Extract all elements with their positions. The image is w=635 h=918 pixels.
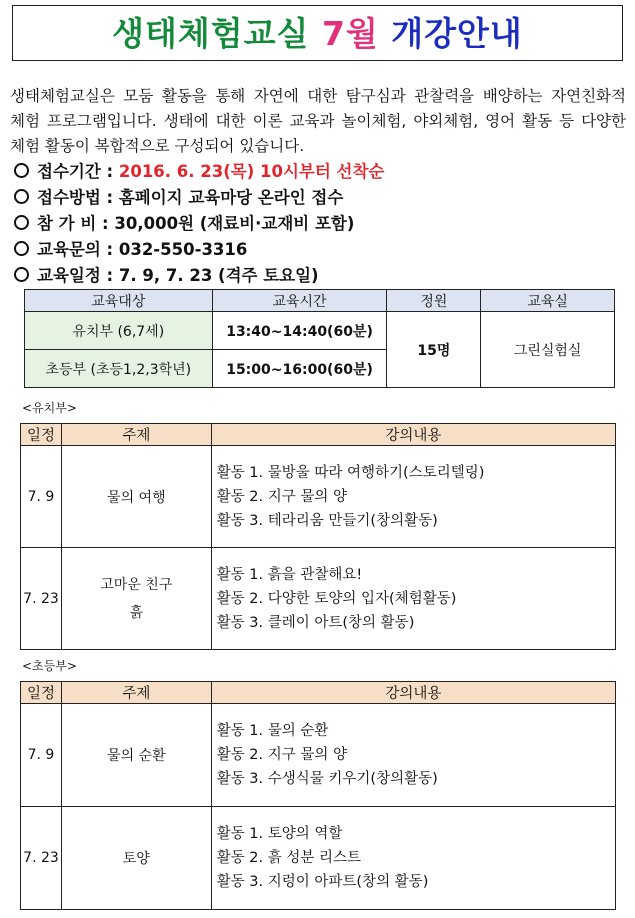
lecture-content (211, 548, 615, 650)
lecture-topic-line: 고마운 친구 (100, 576, 173, 593)
info-item-fee (14, 211, 614, 237)
info-label: 교육문의 : (37, 240, 114, 259)
kinder-table (20, 423, 616, 650)
summary-header-target: 교육대상 (25, 290, 213, 312)
lecture-topic-line: 흙 (129, 604, 144, 621)
info-value: 7. 9, 7. 23 (격주 토요일) (118, 266, 319, 285)
page-title (13, 6, 622, 62)
circle-bullet-icon (14, 215, 29, 230)
summary-header-capacity: 정원 (387, 290, 481, 312)
activity-item: 활동 2. 다양한 토양의 입자(체험활동) (216, 590, 457, 607)
section-label-elem: <초등부> (22, 659, 77, 673)
elem-header-content: 강의내용 (211, 682, 615, 704)
activity-item: 활동 1. 토양의 역할 (216, 826, 343, 842)
info-value: 032-550-3316 (118, 240, 248, 259)
info-value: 30,000원 (재료비·교재비 포함) (114, 214, 355, 233)
kinder-header-content: 강의내용 (211, 424, 615, 446)
kinder-header-topic: 주제 (61, 424, 211, 446)
activity-item: 활동 2. 흙 성분 리스트 (216, 850, 362, 866)
activity-item: 활동 1. 물의 순환 (216, 723, 329, 739)
activity-item: 활동 3. 테라리움 만들기(창의활동) (216, 512, 438, 529)
summary-target-elem: 초등부 (초등1,2,3학년) (25, 350, 213, 388)
kinder-header-date: 일정 (21, 424, 62, 446)
summary-table (24, 289, 615, 388)
section-label-kinder: <유치부> (22, 401, 77, 415)
summary-time-elem: 15:00~16:00(60분) (212, 350, 387, 388)
activity-item: 활동 3. 클레이 아트(창의 활동) (216, 614, 415, 631)
summary-time-kinder: 13:40~14:40(60분) (212, 312, 387, 350)
info-item-period (14, 159, 614, 185)
activity-item: 활동 3. 지렁이 아파트(창의 활동) (216, 874, 429, 890)
activity-item: 활동 1. 흙을 관찰해요! (216, 566, 363, 583)
lecture-topic (61, 446, 211, 548)
lecture-content (211, 807, 615, 910)
circle-bullet-icon (14, 163, 29, 178)
lecture-content (211, 704, 615, 807)
elem-table (20, 681, 616, 910)
lecture-date: 7. 9 (21, 704, 62, 807)
elem-header-date: 일정 (21, 682, 62, 704)
table-row (21, 548, 616, 650)
lecture-date: 7. 23 (21, 548, 62, 650)
title-part-2: 7월 (321, 14, 379, 53)
info-item-schedule (14, 263, 614, 289)
circle-bullet-icon (14, 267, 29, 282)
info-label: 접수방법 : (37, 188, 114, 207)
lecture-topic (61, 548, 211, 650)
summary-target-kinder: 유치부 (6,7세) (25, 312, 213, 350)
lecture-topic (61, 704, 211, 807)
summary-header-room: 교육실 (481, 290, 615, 312)
lecture-topic (61, 807, 211, 910)
title-box (12, 5, 623, 61)
info-label: 접수기간 : (37, 162, 114, 181)
table-row (21, 446, 616, 548)
lecture-topic-line: 물의 순환 (107, 748, 166, 764)
table-row (21, 704, 616, 807)
lecture-topic-line: 물의 여행 (107, 489, 166, 506)
elem-header-topic: 주제 (61, 682, 211, 704)
info-value: 홈페이지 교육마당 온라인 접수 (118, 188, 344, 207)
summary-header-time: 교육시간 (212, 290, 387, 312)
info-label: 교육일정 : (37, 266, 114, 285)
info-value: 2016. 6. 23(목) 10시부터 선착순 (118, 162, 385, 181)
info-item-contact (14, 237, 614, 263)
info-item-method (14, 185, 614, 211)
summary-capacity: 15명 (387, 312, 481, 388)
title-part-3: 개강안내 (391, 14, 523, 53)
activity-item: 활동 1. 물방울 따라 여행하기(스토리텔링) (216, 464, 485, 481)
lecture-date: 7. 23 (21, 807, 62, 910)
lecture-topic-line: 토양 (122, 851, 150, 867)
info-label: 참 가 비 : (37, 214, 109, 233)
table-row (21, 807, 616, 910)
circle-bullet-icon (14, 241, 29, 256)
intro-paragraph: 생태체험교실은 모둠 활동을 통해 자연에 대한 탐구심과 관찰력을 배양하는 자연친화적 체험 프로그램입니다. 생태에 대한 이론 교육과 놀이체험, 야외체험, 영어 활동 등 다양한 체험 활동이 복합적으로 구성되어 있습니다. (10, 87, 626, 155)
activity-item: 활동 3. 수생식물 키우기(창의활동) (216, 771, 438, 787)
summary-room: 그린실험실 (481, 312, 615, 388)
lecture-content (211, 446, 615, 548)
lecture-date: 7. 9 (21, 446, 62, 548)
title-part-1: 생태체험교실 (112, 14, 310, 53)
activity-item: 활동 2. 지구 물의 양 (216, 488, 348, 505)
circle-bullet-icon (14, 189, 29, 204)
activity-item: 활동 2. 지구 물의 양 (216, 747, 348, 763)
info-list (14, 159, 614, 289)
